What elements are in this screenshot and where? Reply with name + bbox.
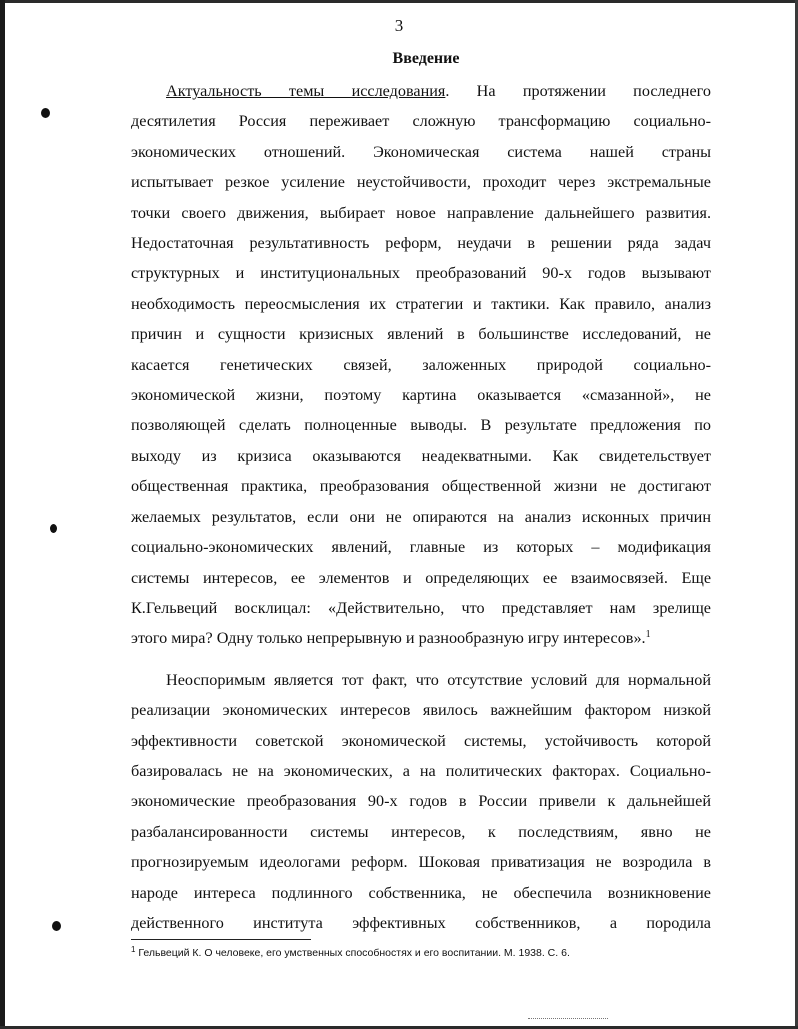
text-line: эффективности советской экономической системы, устойчивость которой <box>131 731 711 750</box>
text-line: действенного института эффективных собственников, а породила <box>131 913 711 932</box>
text-line: Недостаточная результативность реформ, неудачи в решении ряда задач <box>131 234 711 253</box>
text-line: реализации экономических интересов явилось важнейшим фактором низкой <box>131 701 711 720</box>
paragraph-2 <box>131 665 711 939</box>
paragraph-1 <box>131 76 711 654</box>
scan-specks <box>528 1018 608 1022</box>
scan-edge-top <box>0 0 798 3</box>
section-heading: Введение <box>392 50 460 67</box>
text-line: касается генетических связей, заложенных природой социально- <box>131 355 711 374</box>
text-line: необходимость переосмысления их стратегии и тактики. Как правило, анализ <box>131 294 711 313</box>
text-line: экономической жизни, поэтому картина оказывается «смазанной», не <box>131 386 711 405</box>
text-line: причин и сущности кризисных явлений в большинстве исследований, не <box>131 325 711 344</box>
footnote-text: Гельвеций К. О человеке, его умственных способностях и его воспитании. М. 1938. С. 6. <box>135 947 570 959</box>
text-line: народе интереса подлинного собственника, не обеспечила возникновение <box>131 883 711 902</box>
text-line: желаемых результатов, если они не опираются на анализ исконных причин <box>131 507 711 526</box>
text-line: базировалась не на экономических, а на политических факторах. Социально- <box>131 761 711 780</box>
text-line: прогнозируемым идеологами реформ. Шоковая приватизация не возродила в <box>131 853 711 872</box>
footnote-ref: 1 <box>645 629 651 641</box>
footnote-marker: 1 <box>131 945 136 954</box>
text-line: разбалансированности системы интересов, к последствиям, явно не <box>131 822 711 841</box>
text-line: Актуальность темы исследования. На протяжении последнего <box>166 82 711 100</box>
text-line: испытывает резкое усиление неустойчивости, проходит через экстремальные <box>131 173 711 192</box>
text-line: системы интересов, ее элементов и определяющих ее взаимосвязей. Еще <box>131 568 711 587</box>
punch-hole-top <box>41 108 50 118</box>
underlined-lead: Актуальность темы исследования <box>166 82 446 100</box>
text-line: этого мира? Одну только непрерывную и разнообразную игру интересов».$^1$ <box>131 629 651 648</box>
punch-hole-middle <box>50 524 57 533</box>
text-line: экономические преобразования 90-х годов в России привели к дальнейшей <box>131 792 711 811</box>
text-line: Неоспоримым является тот факт, что отсутствие условий для нормальной <box>166 670 711 689</box>
body-text <box>131 76 711 938</box>
punch-hole-bottom <box>52 921 61 931</box>
text-line: десятилетия Россия переживает сложную трансформацию социально- <box>131 112 711 131</box>
text-line: выходу из кризиса оказываются неадекватными. Как свидетельствует <box>131 446 711 465</box>
footnote-separator <box>131 939 311 940</box>
scan-edge-left <box>0 0 5 1029</box>
text-line: общественная практика, преобразования общественной жизни не достигают <box>131 477 711 496</box>
text-line: точки своего движения, выбирает новое направление дальнейшего развития. <box>131 203 711 222</box>
text-line: экономических отношений. Экономическая система нашей страны <box>131 142 711 161</box>
text-line: К.Гельвеций восклицал: «Действительно, что представляет нам зрелище <box>131 598 711 617</box>
text-line: структурных и институциональных преобразований 90-х годов вызывают <box>131 264 711 283</box>
text-line: социально-экономических явлений, главные из которых – модификация <box>131 538 711 557</box>
text-line: позволяющей сделать полноценные выводы. В результате предложения по <box>131 416 711 435</box>
page-number: 3 <box>394 16 404 35</box>
footnote <box>131 947 731 959</box>
